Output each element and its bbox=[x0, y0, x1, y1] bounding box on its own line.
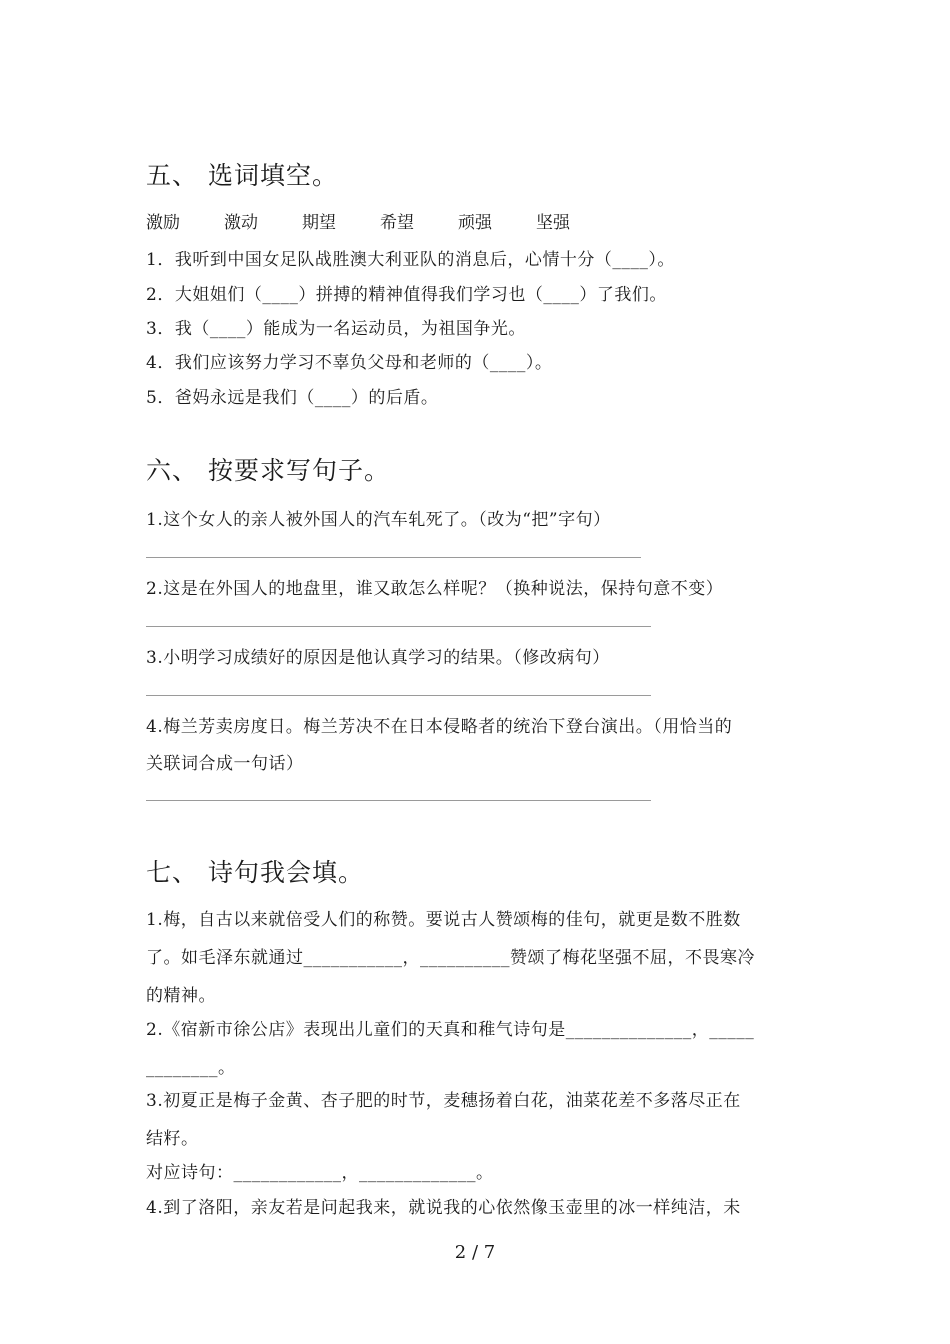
word-bank bbox=[146, 208, 614, 233]
poem-text-line: 1.梅，自古以来就倍受人们的称赞。要说古人赞颂梅的佳句，就更是数不胜数 bbox=[146, 910, 741, 930]
section-7-number: 七、 bbox=[146, 858, 199, 887]
section-7-title bbox=[146, 853, 364, 889]
answer-line-1 bbox=[146, 557, 641, 558]
section-5-title bbox=[146, 156, 338, 192]
answer-line-4 bbox=[146, 800, 651, 801]
page-number: 2 / 7 bbox=[454, 1242, 496, 1263]
word-bank-item: 希望 bbox=[380, 213, 414, 233]
sentence-question-3: 3.小明学习成绩好的原因是他认真学习的结果。（修改病句） bbox=[146, 648, 610, 668]
word-bank-item: 激励 bbox=[146, 213, 180, 233]
poem-text-line: 4.到了洛阳，亲友若是问起我来，就说我的心依然像玉壶里的冰一样纯洁，未 bbox=[146, 1198, 741, 1218]
poem-text-line: ________。 bbox=[146, 1058, 236, 1078]
fill-blank-question-3: 3．我（____）能成为一名运动员，为祖国争光。 bbox=[146, 319, 526, 339]
sentence-question-4-cont: 关联词合成一句话） bbox=[146, 754, 304, 774]
section-6-heading: 按要求写句子。 bbox=[208, 456, 391, 485]
poem-text-line: 对应诗句：____________，_____________。 bbox=[146, 1163, 494, 1183]
poem-text-line: 3.初夏正是梅子金黄、杏子肥的时节，麦穗扬着白花，油菜花差不多落尽正在 bbox=[146, 1091, 741, 1111]
section-5-heading: 选词填空。 bbox=[208, 161, 339, 190]
answer-line-2 bbox=[146, 626, 651, 627]
poem-text-line: 的精神。 bbox=[146, 986, 216, 1006]
sentence-question-4: 4.梅兰芳卖房度日。梅兰芳决不在日本侵略者的统治下登台演出。（用恰当的 bbox=[146, 717, 733, 737]
poem-text-line: 2.《宿新市徐公店》表现出儿童们的天真和稚气诗句是______________，_____ bbox=[146, 1020, 755, 1040]
section-6-title bbox=[146, 451, 390, 487]
word-bank-item: 顽强 bbox=[458, 213, 492, 233]
section-7-heading: 诗句我会填。 bbox=[208, 858, 365, 887]
poem-text-line: 结籽。 bbox=[146, 1129, 199, 1149]
section-5-number: 五、 bbox=[146, 161, 199, 190]
fill-blank-question-4: 4．我们应该努力学习不辜负父母和老师的（____）。 bbox=[146, 353, 553, 373]
word-bank-item: 激动 bbox=[224, 213, 258, 233]
fill-blank-question-2: 2．大姐姐们（____）拼搏的精神值得我们学习也（____）了我们。 bbox=[146, 285, 667, 305]
sentence-question-1: 1.这个女人的亲人被外国人的汽车轧死了。（改为“把”字句） bbox=[146, 510, 611, 530]
fill-blank-question-1: 1．我听到中国女足队战胜澳大利亚队的消息后，心情十分（____）。 bbox=[146, 250, 675, 270]
word-bank-item: 期望 bbox=[302, 213, 336, 233]
answer-line-3 bbox=[146, 695, 651, 696]
fill-blank-question-5: 5．爸妈永远是我们（____）的后盾。 bbox=[146, 388, 439, 408]
poem-text-line: 了。如毛泽东就通过___________，__________赞颂了梅花坚强不屈，不畏寒冷 bbox=[146, 948, 755, 968]
word-bank-item: 坚强 bbox=[536, 213, 570, 233]
sentence-question-2: 2.这是在外国人的地盘里，谁又敢怎么样呢？（换种说法，保持句意不变） bbox=[146, 579, 724, 599]
section-6-number: 六、 bbox=[146, 456, 199, 485]
